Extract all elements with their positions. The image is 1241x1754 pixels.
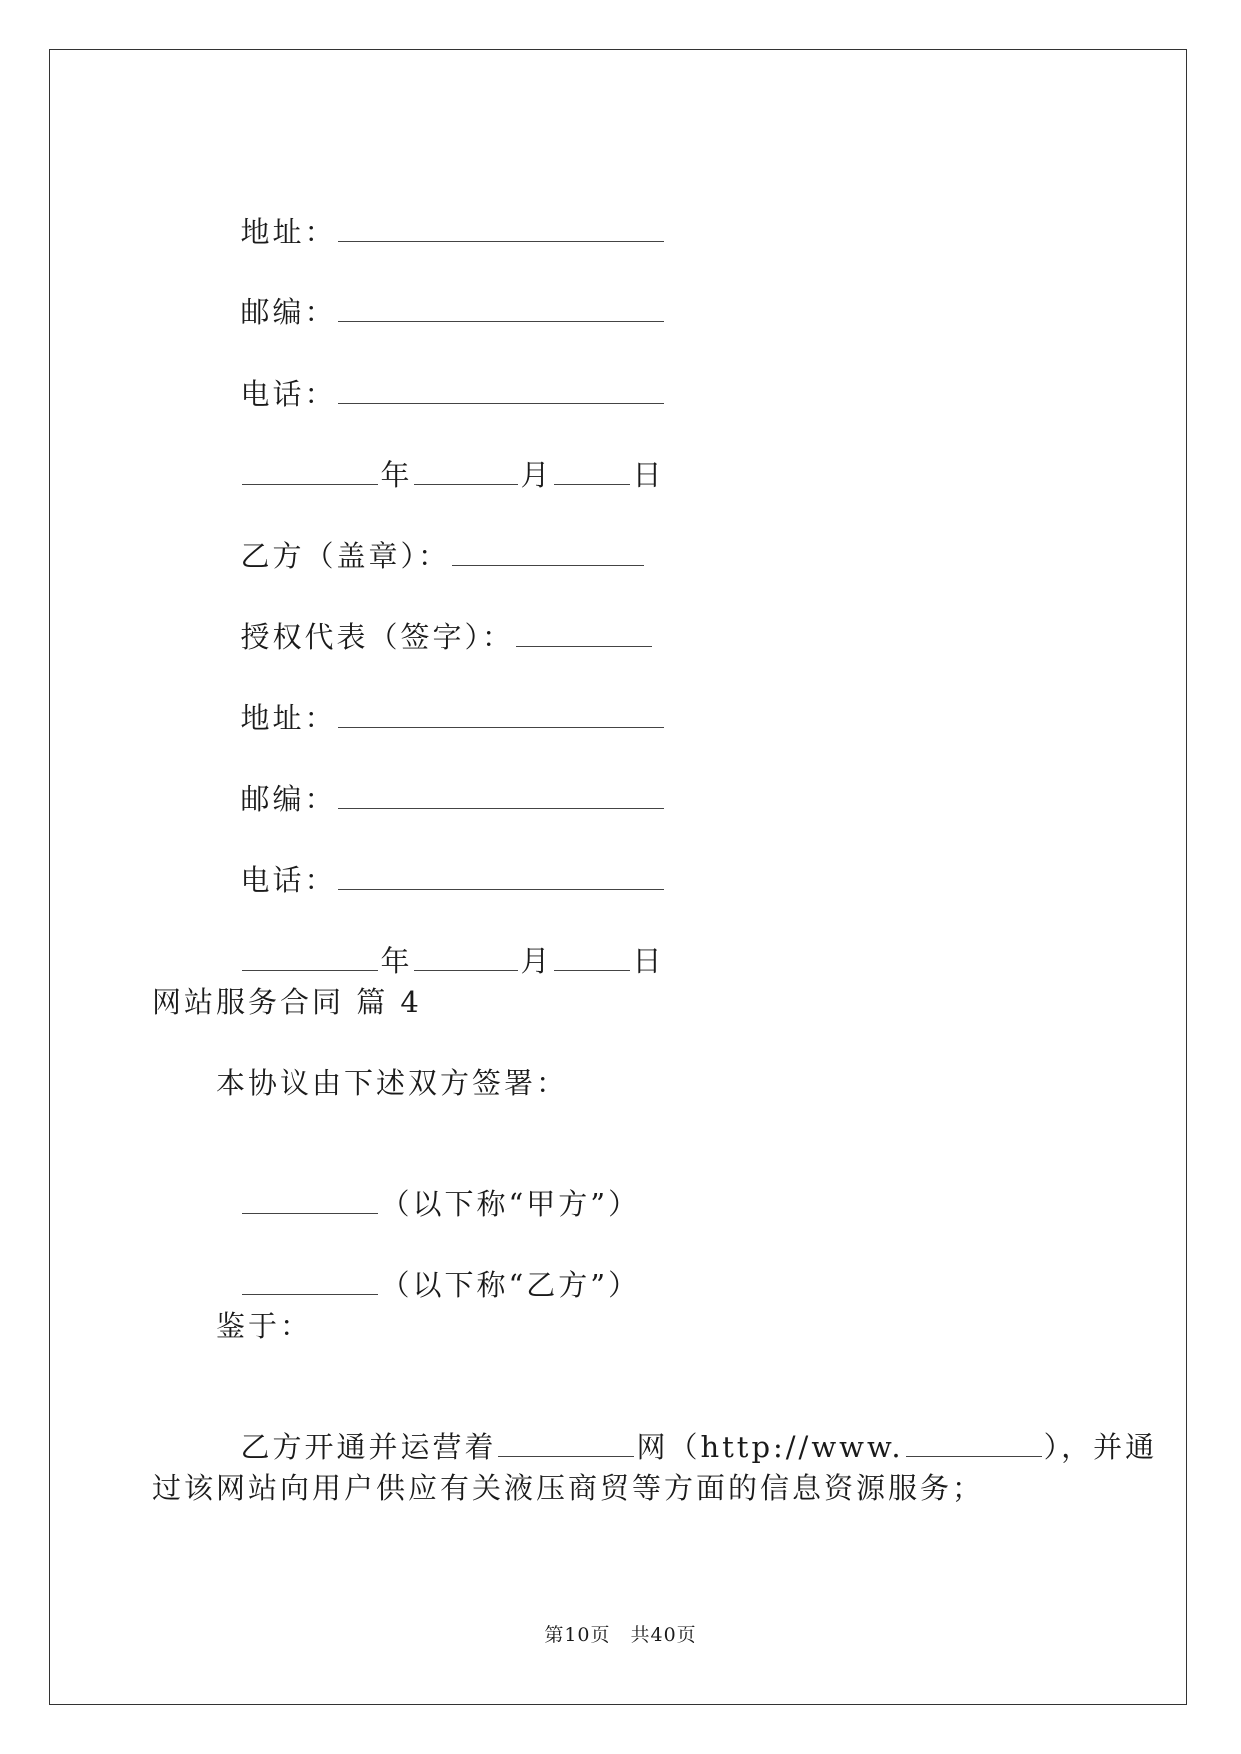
website-name-blank — [498, 1430, 634, 1457]
clause-text: 乙方开通并运营着 — [240, 1430, 497, 1464]
party-b-seal-line — [216, 496, 646, 573]
party-b-designation: （以下称“乙方”） — [380, 1268, 641, 1302]
address-blank — [338, 701, 664, 728]
month-label: 月 — [520, 944, 553, 978]
address-blank — [338, 215, 664, 242]
year-label: 年 — [380, 458, 413, 492]
party-a-name-blank — [242, 1187, 378, 1214]
party-b-seal-label: 乙方（盖章）： — [240, 539, 450, 573]
section-title: 网站服务合同 篇 4 — [152, 985, 422, 1019]
party-a-designation-line — [216, 1144, 641, 1221]
page-number: 第10页 共40页 — [544, 1624, 697, 1646]
clause-line — [216, 1387, 1158, 1464]
postcode-blank — [338, 295, 664, 322]
address-line — [216, 658, 666, 735]
domain-blank — [906, 1430, 1042, 1457]
phone-label: 电话： — [240, 863, 337, 897]
month-label: 月 — [520, 458, 553, 492]
intro-text: 本协议由下述双方签署： — [216, 1066, 569, 1100]
party-a-designation: （以下称“甲方”） — [380, 1187, 641, 1221]
phone-label: 电话： — [240, 377, 337, 411]
phone-line — [216, 334, 666, 411]
party-b-name-blank — [242, 1268, 378, 1295]
year-blank — [242, 458, 378, 485]
party-b-seal-blank — [452, 539, 644, 566]
month-blank — [414, 458, 518, 485]
phone-blank — [338, 863, 664, 890]
year-label: 年 — [380, 944, 413, 978]
phone-blank — [338, 377, 664, 404]
postcode-label: 邮编： — [240, 782, 337, 816]
date-line — [216, 901, 665, 978]
clause-url-text: 网（http://www. — [636, 1430, 904, 1464]
day-blank — [554, 458, 630, 485]
postcode-label: 邮编： — [240, 295, 337, 329]
address-label: 地址： — [240, 215, 337, 249]
party-b-designation-line — [216, 1225, 641, 1302]
authorized-rep-blank — [516, 620, 652, 647]
year-blank — [242, 944, 378, 971]
clause-text-tail: ），并通 — [1043, 1430, 1158, 1464]
postcode-line — [216, 252, 666, 329]
phone-line — [216, 820, 666, 897]
postcode-blank — [338, 782, 664, 809]
authorized-rep-label: 授权代表（签字）： — [240, 620, 514, 654]
whereas-label: 鉴于： — [216, 1309, 313, 1343]
day-label: 日 — [632, 458, 665, 492]
address-line — [216, 172, 666, 249]
address-label: 地址： — [240, 701, 337, 735]
postcode-line — [216, 739, 666, 816]
day-blank — [554, 944, 630, 971]
clause-line-2: 过该网站向用户供应有关液压商贸等方面的信息资源服务； — [152, 1471, 985, 1505]
date-line — [216, 415, 665, 492]
month-blank — [414, 944, 518, 971]
day-label: 日 — [632, 944, 665, 978]
authorized-rep-line — [216, 577, 654, 654]
